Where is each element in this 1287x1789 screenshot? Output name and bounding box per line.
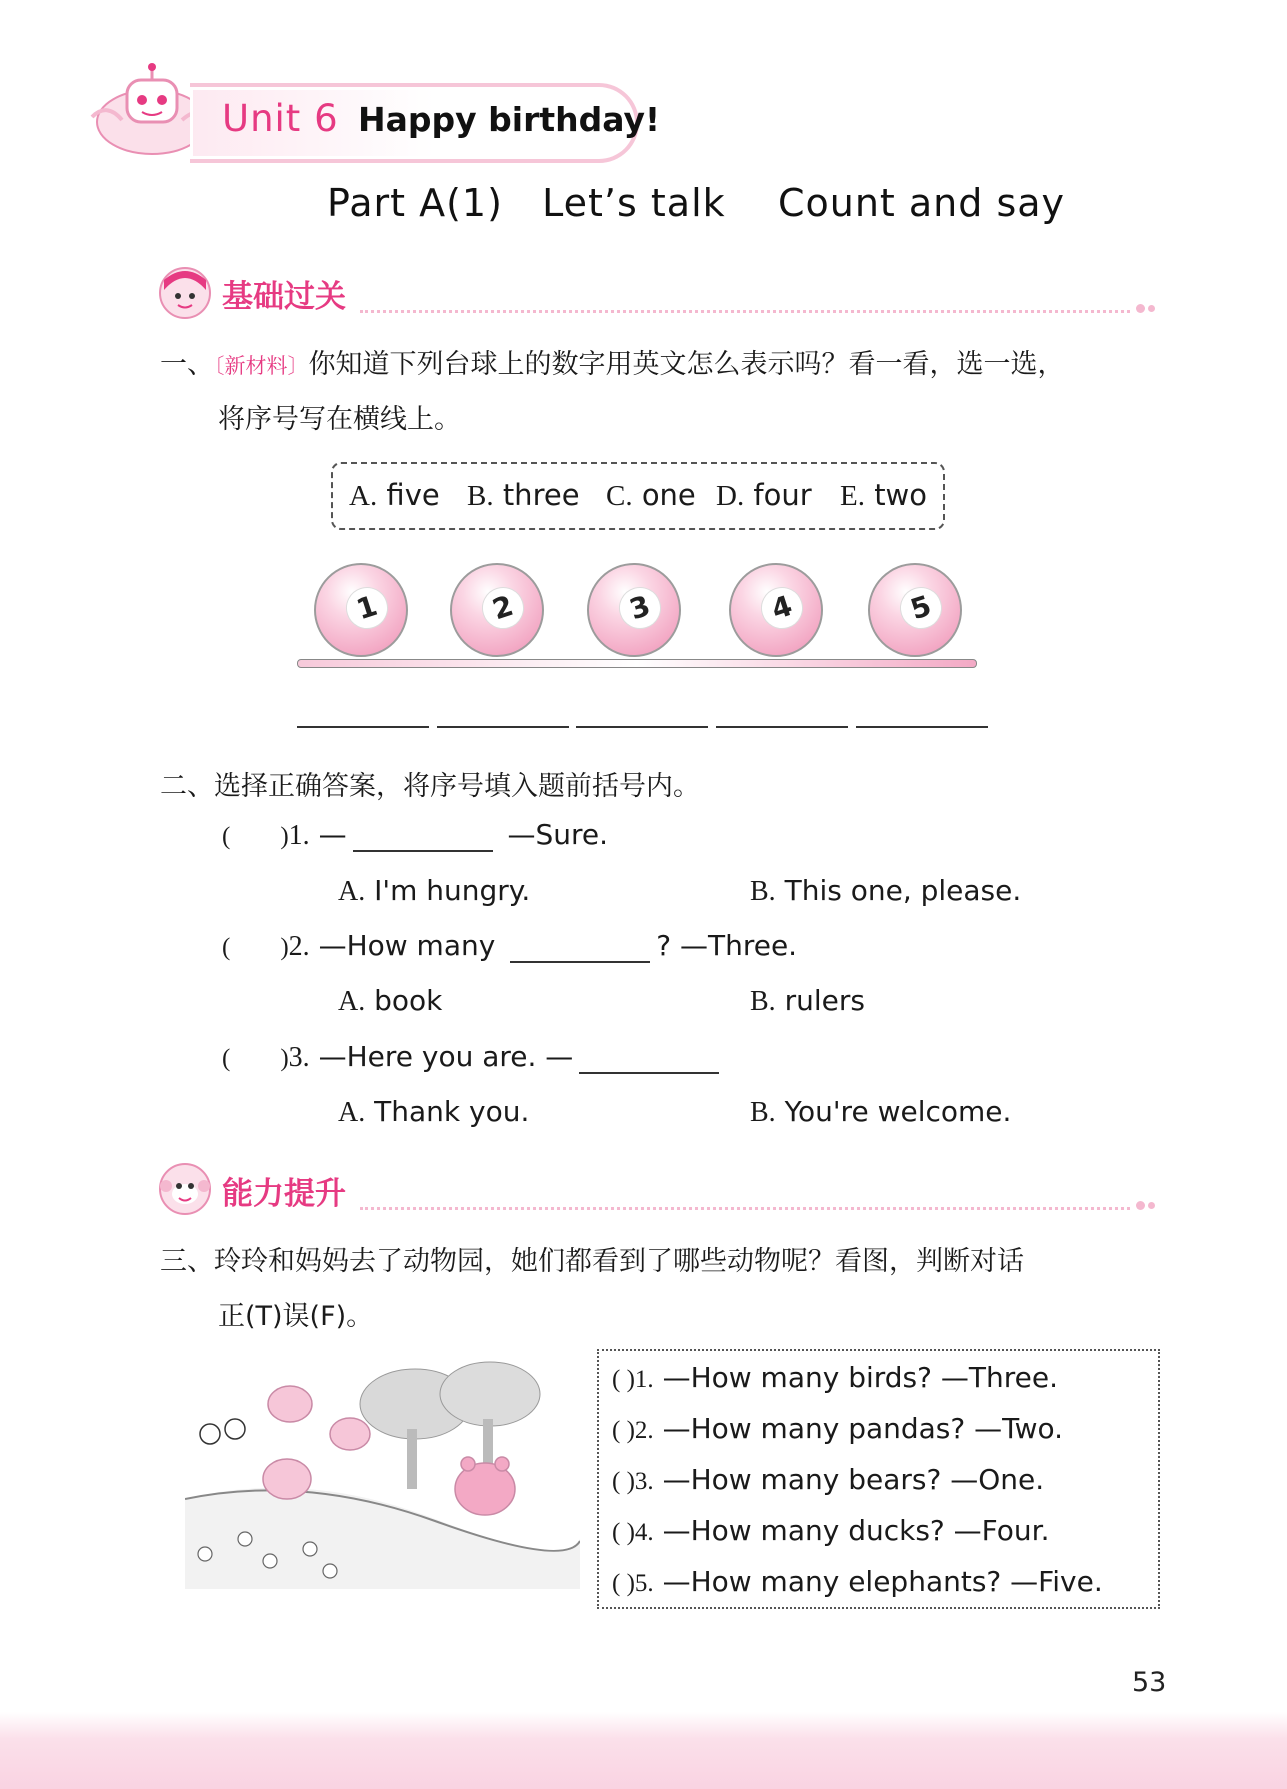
question-text: 玲玲和妈妈去了动物园，她们都看到了哪些动物呢？看图，判断对话	[214, 1246, 1024, 1277]
divider-dot	[1148, 1202, 1155, 1209]
question-text: 选择正确答案，将序号填入题前括号内。	[214, 771, 700, 802]
question-2	[160, 764, 700, 803]
judge-item-1: ( )1. —How many birds? —Three.	[612, 1361, 1058, 1394]
answer-blank-2[interactable]	[437, 726, 569, 728]
option-b: B. three	[467, 478, 580, 512]
page-title: Part A(1) Let’s talk Count and say	[327, 181, 1066, 225]
section-divider	[360, 310, 1130, 313]
unit-title: Happy birthday!	[358, 100, 661, 139]
choice-item-3: ( )3. —Here you are. —	[222, 1040, 725, 1074]
answer-blank-1[interactable]	[297, 726, 429, 728]
billiard-ball-2: 2	[450, 563, 544, 657]
judge-item-2: ( )2. —How many pandas? —Two.	[612, 1412, 1064, 1445]
new-material-tag: 〔新材料〕	[214, 354, 309, 378]
billiard-ball-4: 4	[729, 563, 823, 657]
section-divider	[360, 1207, 1130, 1210]
fill-blank[interactable]	[579, 1044, 719, 1074]
choice-item-2: ( )2. —How many ? —Three.	[222, 929, 798, 962]
question-number: 三、	[160, 1246, 214, 1277]
choice-2-option-b: B. rulers	[750, 984, 865, 1017]
fill-blank[interactable]	[353, 822, 493, 852]
answer-paren[interactable]: ( )	[612, 1519, 635, 1546]
question-number: 二、	[160, 771, 214, 802]
elephant-icon	[263, 1386, 370, 1499]
answer-blank-5[interactable]	[856, 726, 988, 728]
choice-1-option-a: A. I'm hungry.	[338, 874, 531, 907]
section-heading-basic: 基础过关	[222, 279, 346, 315]
divider-dot	[1136, 1201, 1145, 1210]
judge-item-4: ( )4. —How many ducks? —Four.	[612, 1514, 1050, 1547]
panda-icon	[200, 1419, 245, 1444]
section-heading-advanced: 能力提升	[222, 1176, 346, 1212]
choice-3-option-a: A. Thank you.	[338, 1095, 530, 1128]
question-1-line2: 将序号写在横线上。	[218, 404, 461, 435]
answer-blank-3[interactable]	[576, 726, 708, 728]
girl-avatar-icon	[158, 266, 212, 320]
answer-paren[interactable]: ( )	[612, 1570, 635, 1597]
unit-label: Unit 6	[222, 97, 339, 140]
answer-paren[interactable]: ( )	[612, 1366, 635, 1393]
answer-blank-4[interactable]	[716, 726, 848, 728]
divider-dot	[1136, 304, 1145, 313]
monkey-avatar-icon	[158, 1162, 212, 1216]
option-e: E. two	[840, 478, 928, 512]
answer-paren[interactable]: ( )	[222, 1045, 289, 1072]
zoo-illustration	[185, 1349, 580, 1589]
judge-item-3: ( )3. —How many bears? —One.	[612, 1463, 1045, 1496]
choice-1-option-b: B. This one, please.	[750, 874, 1022, 907]
billiard-ball-5: 5	[868, 563, 962, 657]
choice-3-option-b: B. You're welcome.	[750, 1095, 1012, 1128]
question-1-line1	[160, 342, 1065, 381]
answer-paren[interactable]: ( )	[222, 934, 289, 961]
fill-blank[interactable]	[510, 933, 650, 963]
option-c: C. one	[606, 478, 696, 512]
option-a: A. five	[349, 478, 440, 512]
billiard-ball-1: 1	[314, 563, 408, 657]
answer-paren[interactable]: ( )	[612, 1468, 635, 1495]
choice-2-option-a: A. book	[338, 984, 443, 1017]
answer-paren[interactable]: ( )	[222, 823, 289, 850]
judge-item-5: ( )5. —How many elephants? —Five.	[612, 1565, 1103, 1598]
question-text: 你知道下列台球上的数字用英文怎么表示吗？看一看，选一选，	[308, 349, 1065, 380]
bear-icon	[455, 1457, 515, 1515]
option-d: D. four	[716, 478, 812, 512]
cue-stick	[297, 659, 977, 668]
divider-dot	[1148, 305, 1155, 312]
question-3-line2: 正(T)误(F)。	[218, 1301, 374, 1332]
choice-item-1: ( )1. — —Sure.	[222, 818, 609, 851]
footer-band	[0, 1712, 1287, 1789]
page-number: 53	[1132, 1667, 1167, 1698]
question-number: 一、	[160, 349, 214, 380]
answer-paren[interactable]: ( )	[612, 1417, 635, 1444]
billiard-ball-3: 3	[587, 563, 681, 657]
question-3-line1	[160, 1239, 1024, 1278]
